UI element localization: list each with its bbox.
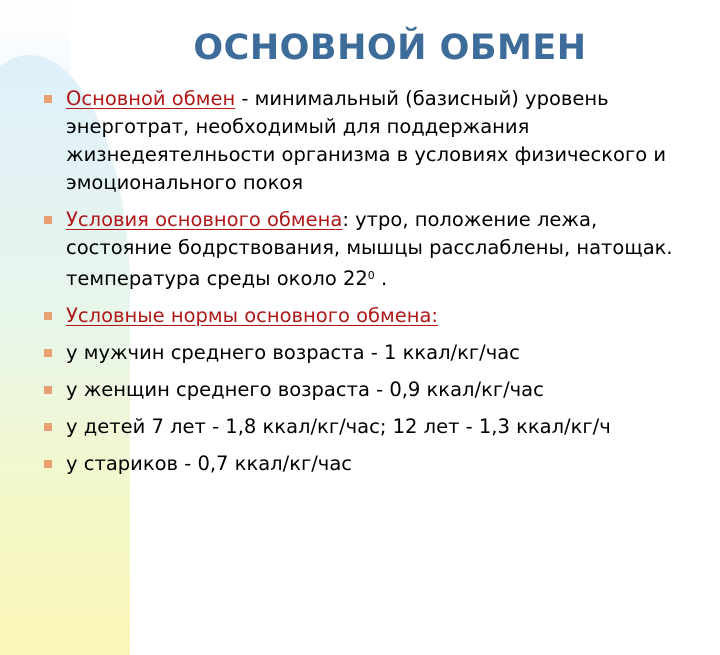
bullet-norm-men xyxy=(42,339,702,367)
norm-children-text: у детей 7 лет - 1,8 ккал/кг/час; 12 лет - 1,3 ккал/кг/ч xyxy=(66,415,611,438)
bullet-conditions xyxy=(42,206,702,293)
conditions-end: . xyxy=(374,267,388,290)
definition-text: - минимальный (базисный) уровень энерготрат, необходимый для поддержания жизнедеятелньости организма в условиях физического и эмоционального покоя xyxy=(66,87,667,194)
bullet-list xyxy=(42,85,702,487)
norm-women-text: у женщин среднего возраста - 0,9 ккал/кг/час xyxy=(66,378,544,401)
bullet-square-icon xyxy=(44,312,52,320)
bullet-square-icon xyxy=(44,349,52,357)
term-conditions: Условия основного обмена xyxy=(66,208,343,231)
norm-elderly-text: у стариков - 0,7 ккал/кг/час xyxy=(66,452,352,475)
bullet-norm-children xyxy=(42,413,702,441)
term-norms: Условные нормы основного обмена: xyxy=(66,304,439,327)
bullet-square-icon xyxy=(44,216,52,224)
bullet-square-icon xyxy=(44,423,52,431)
degree-superscript: 0 xyxy=(367,269,375,282)
bullet-norm-women xyxy=(42,376,702,404)
bullet-norms-heading xyxy=(42,302,702,330)
norm-men-text: у мужчин среднего возраста - 1 ккал/кг/час xyxy=(66,341,520,364)
bullet-norm-elderly xyxy=(42,450,702,478)
slide-title: ОСНОВНОЙ ОБМЕН xyxy=(193,28,587,68)
term-basal-metabolism: Основной обмен xyxy=(66,87,236,110)
bullet-square-icon xyxy=(44,386,52,394)
bullet-square-icon xyxy=(44,95,52,103)
bullet-basal-metabolism-definition xyxy=(42,85,702,197)
conditions-text: : утро, положение лежа, состояние бодрствования, мышцы расслаблены, натощак. температура среды около 22 xyxy=(66,208,673,290)
bullet-square-icon xyxy=(44,460,52,468)
